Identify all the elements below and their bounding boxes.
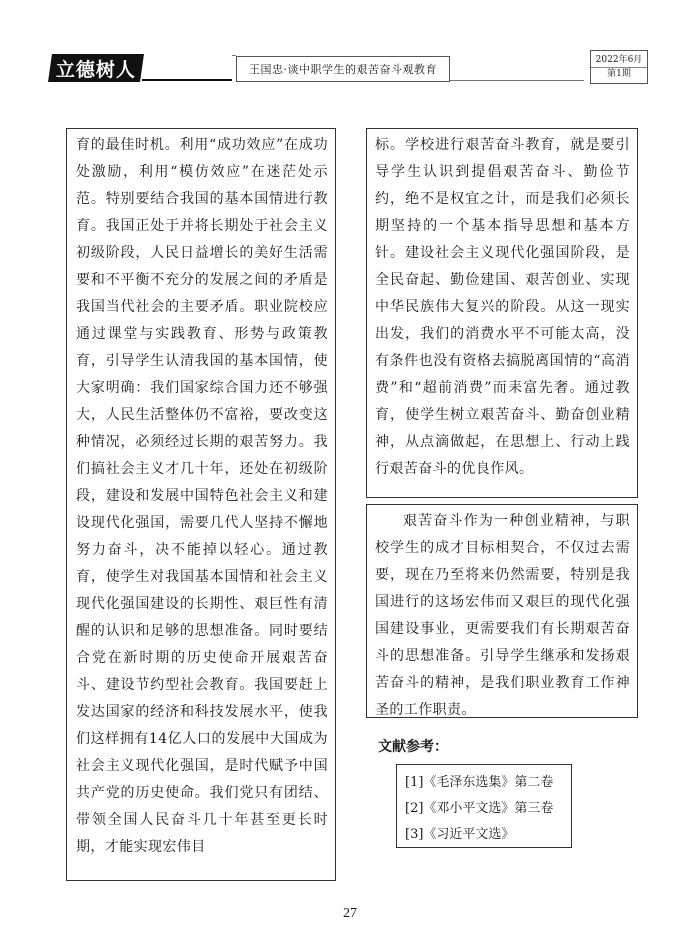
running-article-title: 王国忠·谈中职学生的艰苦奋斗观教育 bbox=[236, 56, 450, 82]
body-paragraph: 育的最佳时机。利用“成功效应”在成功处激励，利用“模仿效应”在迷茫处示范。特别要结合我国的基本国情进行教育。我国正处于并将长期处于社会主义初级阶段，人民日益增长的美好生活需要和不平衡不充分的发展之间的矛盾是我国当代社会的主要矛盾。职业院校应通过课堂与实践教育、形势与政策教育，引导学生认清我国的基本国情，使大家明确：我们国家综合国力还不够强大，人民生活整体仍不富裕，要改变这种情况，必须经过长期的艰苦努力。我们搞社会主义才几十年，还处在初级阶段，建设和发展中国特色社会主义和建设现代化强国，需要几代人坚持不懈地努力奋斗，决不能掉以轻心。通过教育，使学生对我国基本国情和社会主义现代化强国建设的长期性、艰巨性有清醒的认识和足够的思想准备。同时要结合党在新时期的历史使命开展艰苦奋斗、建设节约型社会教育。我国要赶上发达国家的经济和科技发展水平，使我们这样拥有14亿人口的发展中大国成为社会主义现代化强国，是时代赋予中国共产党的历史使命。我们党只有团结、带领全国人民奋斗几十年甚至更长时期，才能实现宏伟目 bbox=[76, 137, 328, 855]
references-list bbox=[396, 764, 572, 848]
issue-number: 第1期 bbox=[591, 67, 647, 81]
journal-logo bbox=[48, 54, 144, 82]
left-text-column bbox=[66, 128, 336, 881]
header-divider bbox=[450, 80, 584, 81]
reference-item: [2]《邓小平文选》第三卷 bbox=[405, 801, 554, 816]
body-paragraph: 标。学校进行艰苦奋斗教育，就是要引导学生认识到提倡艰苦奋斗、勤俭节约，绝不是权宜之计，而是我们必须长期坚持的一个基本指导思想和基本方针。建设社会主义现代化强国阶段，是全民奋起、勤俭建国、艰苦创业、实现中华民族伟大复兴的阶段。从这一现实出发，我们的消费水平不可能太高，没有条件也没有资格去搞脱离国情的“高消费”和“超前消费”而耒富先奢。通过教育，使学生树立艰苦奋斗、勤奋创业精神，从点滴做起，在思想上、行动上践行艰苦奋斗的优良作风。 bbox=[375, 137, 630, 477]
page-number: 27 bbox=[343, 906, 357, 921]
body-paragraph: 艰苦奋斗作为一种创业精神，与职校学生的成才目标相契合，不仅过去需要，现在乃至将来仍然需要，特别是我国进行的这场宏伟而又艰巨的现代化强国建设事业，更需要我们有长期艰苦奋斗的思想准备。引导学生继承和发扬艰苦奋斗的精神，是我们职业教育工作神圣的工作职责。 bbox=[375, 513, 630, 718]
issue-badge bbox=[590, 50, 648, 84]
journal-logo-text: 立德树人 bbox=[55, 58, 136, 81]
header-divider bbox=[142, 79, 232, 81]
right-text-box-bottom bbox=[366, 504, 638, 718]
reference-item: [3]《习近平文选》 bbox=[405, 827, 515, 842]
issue-date: 2022年6月 bbox=[595, 54, 643, 65]
right-text-box-top bbox=[366, 128, 638, 498]
references-heading: 文献参考： bbox=[378, 739, 448, 755]
reference-item: [1]《毛泽东选集》第二卷 bbox=[405, 775, 554, 790]
page-header bbox=[0, 0, 700, 100]
